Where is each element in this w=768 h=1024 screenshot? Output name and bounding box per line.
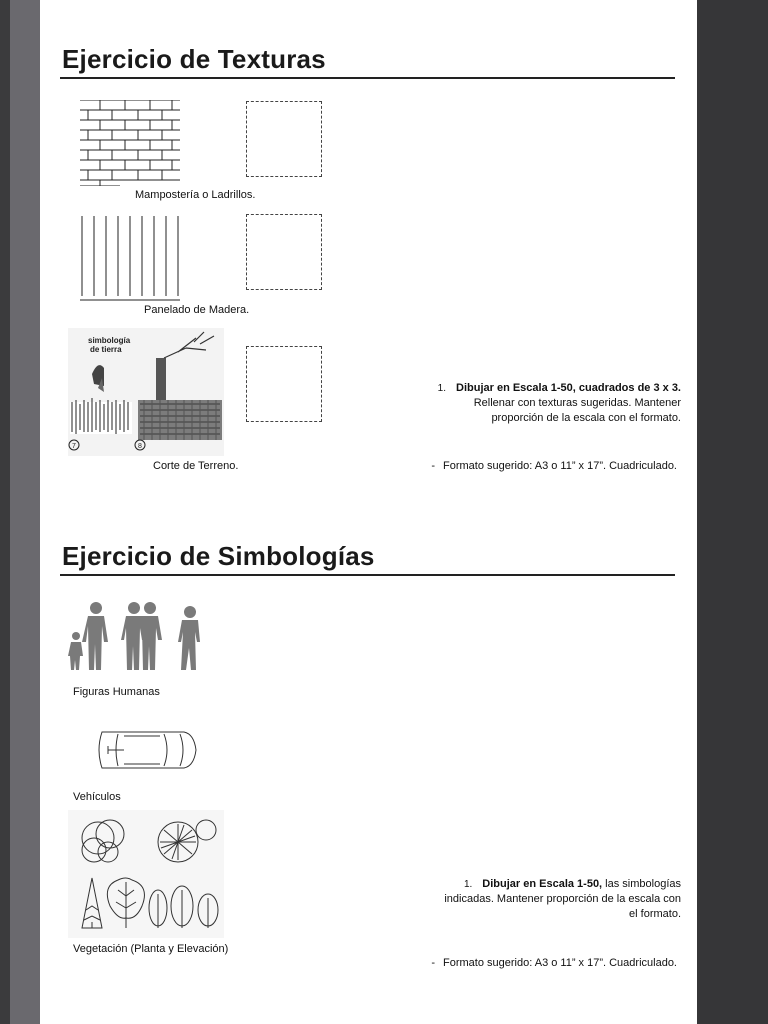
human-figures-caption: Figuras Humanas (73, 686, 160, 698)
vehicle-image (94, 724, 198, 776)
symbols-format-note (431, 957, 677, 969)
terrain-label-1: simbología (88, 336, 131, 345)
textures-instruction-number: 1. (437, 383, 446, 394)
symbols-instruction-line3: el formato. (629, 908, 681, 920)
textures-note-dash: - (431, 460, 436, 472)
terrain-label-2: de tierra (90, 345, 122, 354)
terrain-mark-a: 7 (72, 443, 76, 450)
human-figures-image (66, 598, 216, 676)
brick-caption: Mampostería o Ladrillos. (135, 189, 256, 201)
texture-drawing-box-1 (246, 101, 322, 177)
symbols-instruction-bold: Dibujar en Escala 1-50, (482, 878, 603, 890)
symbols-title: Ejercicio de Simbologías (62, 541, 375, 571)
texture-drawing-box-2 (246, 214, 322, 290)
textures-instruction (438, 381, 681, 426)
textures-title: Ejercicio de Texturas (62, 44, 326, 74)
vehicles-caption: Vehículos (73, 791, 121, 803)
vegetation-caption: Vegetación (Planta y Elevación) (73, 943, 229, 955)
terrain-caption: Corte de Terreno. (153, 460, 239, 472)
textures-instruction-line2: Rellenar con texturas sugeridas. Mantener (473, 397, 681, 409)
symbols-instruction-line2: indicadas. Mantener proporción de la escala con (444, 893, 681, 905)
terrain-section-image (68, 328, 224, 456)
vegetation-image (68, 810, 224, 938)
textures-title-rule (60, 77, 675, 79)
wood-panel-texture-image (80, 214, 180, 302)
symbols-note-text: Formato sugerido: A3 o 11” x 17”. Cuadriculado. (443, 957, 677, 969)
symbols-instruction (444, 877, 681, 922)
symbols-note-dash: - (431, 957, 436, 969)
textures-format-note (431, 460, 677, 472)
textures-instruction-bold: Dibujar en Escala 1-50, cuadrados de 3 x 3. (456, 382, 681, 394)
left-dark-bar (0, 0, 10, 1024)
left-gray-band (10, 0, 40, 1024)
symbols-instruction-number: 1. (463, 879, 473, 890)
symbols-title-rule (60, 574, 675, 576)
textures-note-text: Formato sugerido: A3 o 11” x 17”. Cuadriculado. (443, 460, 677, 472)
right-dark-bar (697, 0, 768, 1024)
brick-texture-image (80, 100, 180, 186)
terrain-mark-b: 8 (138, 443, 142, 450)
symbols-instruction-rest: las simbologías (602, 878, 681, 890)
wood-panel-caption: Panelado de Madera. (144, 304, 250, 316)
textures-instruction-line3: proporción de la escala con el formato. (491, 412, 681, 424)
texture-drawing-box-3 (246, 346, 322, 422)
document-page (40, 0, 697, 1024)
